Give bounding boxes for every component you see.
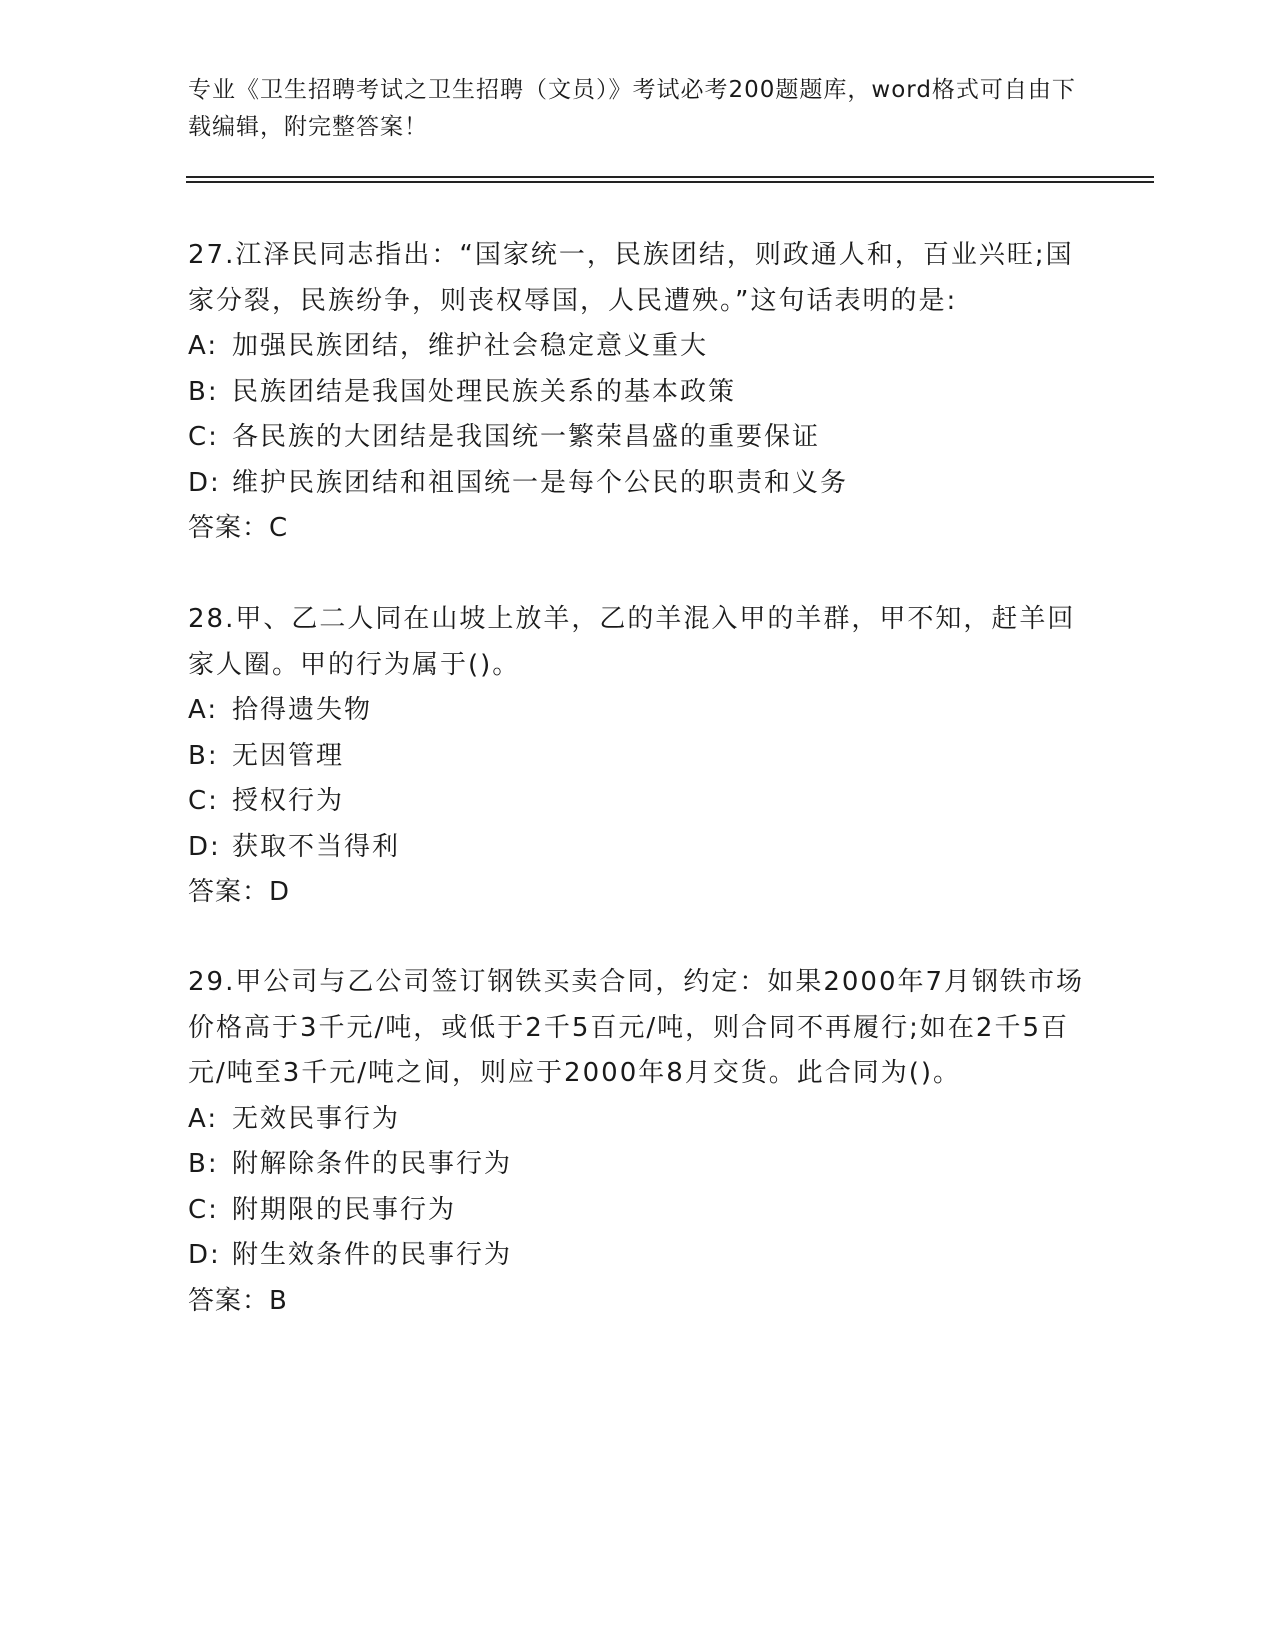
option-text: 拾得遗失物	[232, 695, 373, 725]
question-29	[188, 960, 1088, 1324]
option-c	[188, 1188, 1088, 1234]
question-stem: 27.江泽民同志指出：“国家统一，民族团结，则政通人和，百业兴旺;国家分裂，民族纷争，则丧权辱国，人民遭殃。”这句话表明的是:	[188, 240, 1074, 316]
option-text: 授权行为	[232, 786, 345, 816]
option-letter: A:	[188, 695, 219, 725]
option-b	[188, 370, 1088, 416]
option-d	[188, 825, 1088, 871]
option-text: 附解除条件的民事行为	[232, 1149, 513, 1179]
option-c	[188, 779, 1088, 825]
option-letter: D:	[188, 467, 221, 498]
option-b	[188, 1142, 1088, 1188]
header-divider-bottom	[186, 181, 1154, 183]
option-d	[188, 461, 1088, 507]
option-b	[188, 734, 1088, 780]
option-letter: C:	[188, 1194, 219, 1225]
option-a	[188, 324, 1088, 370]
option-text: 附生效条件的民事行为	[232, 1240, 513, 1270]
header-divider-top	[186, 176, 1154, 178]
option-a	[188, 1097, 1088, 1143]
option-letter: B:	[188, 740, 219, 771]
option-text: 各民族的大团结是我国统一繁荣昌盛的重要保证	[232, 422, 821, 452]
option-c	[188, 415, 1088, 461]
option-letter: A:	[188, 1103, 219, 1134]
option-letter: D:	[188, 831, 221, 862]
document-intro	[188, 72, 1088, 146]
intro-text: 专业《卫生招聘考试之卫生招聘（文员）》考试必考200题题库，word格式可自由下载编辑，附完整答案！	[188, 77, 1076, 140]
question-stem: 28.甲、乙二人同在山坡上放羊，乙的羊混入甲的羊群，甲不知，赶羊回家人圈。甲的行为属于()。	[188, 604, 1076, 680]
option-d	[188, 1233, 1088, 1279]
question-27	[188, 233, 1088, 552]
question-stem: 29.甲公司与乙公司签订钢铁买卖合同，约定：如果2000年7月钢铁市场价格高于3千元/吨，或低于2千5百元/吨，则合同不再履行;如在2千5百元/吨至3千元/吨之间，则应于2000年8月交货。此合同为()。	[188, 967, 1085, 1088]
answer-label: 答案：D	[188, 877, 291, 907]
option-letter: B:	[188, 1149, 219, 1179]
option-letter: B:	[188, 376, 219, 407]
option-a	[188, 688, 1088, 734]
option-text: 民族团结是我国处理民族关系的基本政策	[232, 376, 737, 407]
option-text: 维护民族团结和祖国统一是每个公民的职责和义务	[232, 467, 849, 498]
option-letter: A:	[188, 331, 219, 361]
answer-label: 答案：C	[188, 513, 289, 543]
option-letter: C:	[188, 422, 219, 452]
option-text: 获取不当得利	[232, 831, 401, 862]
option-text: 附期限的民事行为	[232, 1194, 457, 1225]
question-28	[188, 597, 1088, 916]
option-text: 无因管理	[232, 740, 345, 771]
answer-label: 答案：B	[188, 1285, 288, 1316]
option-text: 无效民事行为	[232, 1103, 401, 1134]
option-letter: D:	[188, 1240, 221, 1270]
option-text: 加强民族团结，维护社会稳定意义重大	[232, 331, 709, 361]
option-letter: C:	[188, 786, 219, 816]
